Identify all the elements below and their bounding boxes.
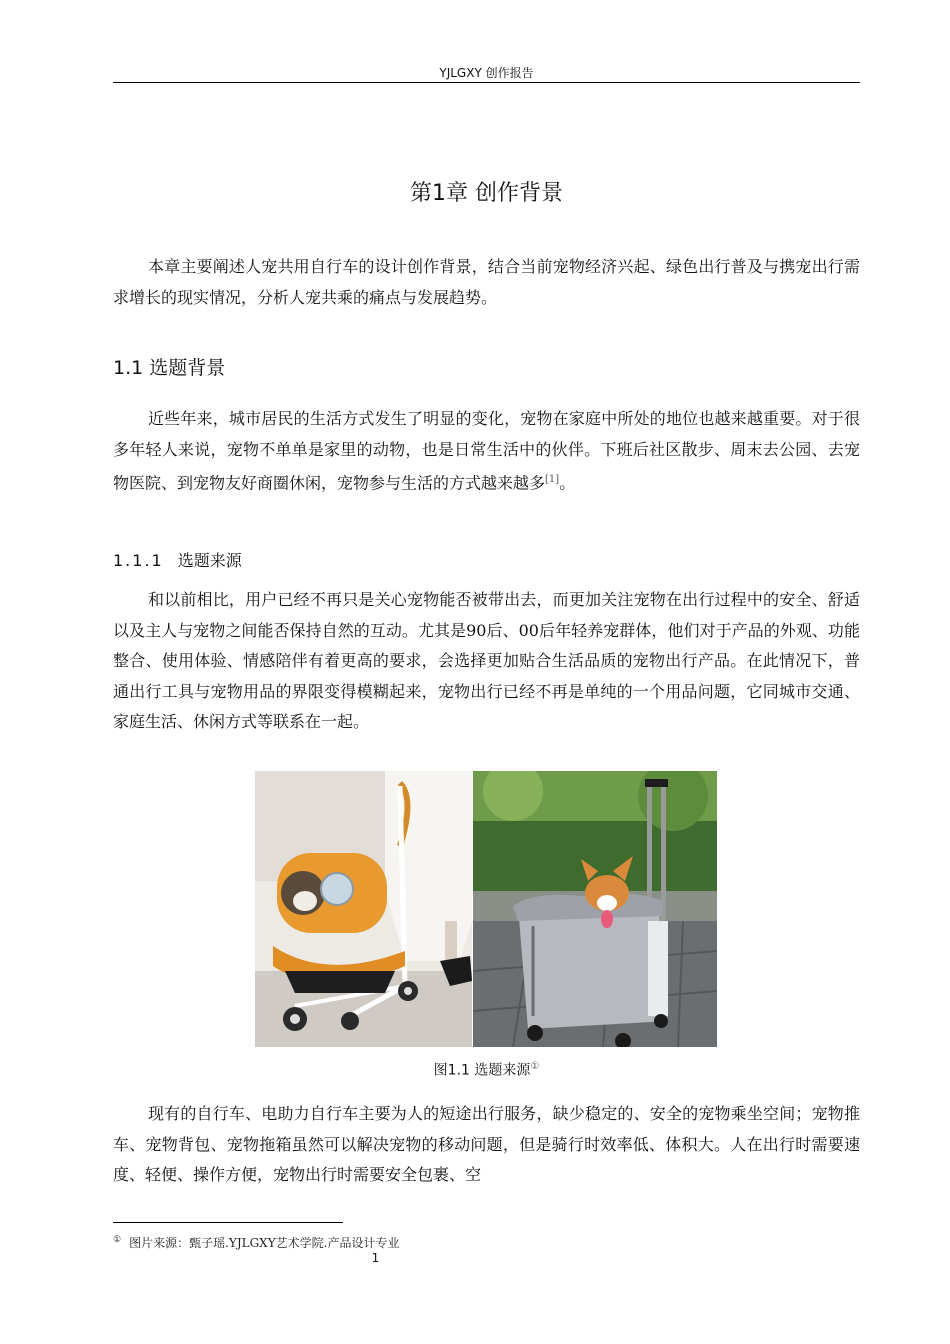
pet-trolley-photo xyxy=(473,771,717,1047)
page-header: YJLGXY 创作报告 xyxy=(439,66,534,80)
section-1-1-text: 近些年来，城市居民的生活方式发生了明显的变化，宠物在家庭中所处的地位也越来越重要。对于很多年轻人来说，宠物不单单是家里的动物，也是日常生活中的伙伴。下班后社区散步、周末去公园、去宠物医院、到宠物友好商圈休闲，宠物参与生活的方式越来越多 xyxy=(113,409,860,493)
section-1-1-end: 。 xyxy=(559,473,576,493)
section-number: 1.1.1 xyxy=(113,551,164,570)
figure-1-1 xyxy=(255,771,717,1047)
section-title: 选题来源 xyxy=(177,551,242,570)
section-heading-1-1: 1.1 选题背景 xyxy=(113,357,226,379)
pet-stroller-photo xyxy=(255,771,472,1047)
chapter-title: 第1章 创作背景 xyxy=(410,181,563,206)
header-divider xyxy=(113,82,860,83)
section-1-1-1-paragraph: 和以前相比，用户已经不再只是关心宠物能否被带出去，而更加关注宠物在出行过程中的安全、舒适以及主人与宠物之间能否保持自然的互动。尤其是90后、00后年轻养宠群体，他们对于产品的外观、功能整合、使用体验、情感陪伴有着更高的要求，会选择更加贴合生活品质的宠物出行产品。在此情况下，普通出行工具与宠物用品的界限变得模糊起来，宠物出行已经不再是单纯的一个用品问题，它同城市交通、家庭生活、休闲方式等联系在一起。 xyxy=(113,590,860,731)
page-number: 1 xyxy=(371,1251,380,1265)
caption-text: 图1.1 选题来源 xyxy=(433,1062,531,1079)
figure-caption xyxy=(113,1055,860,1083)
caption-footnote-mark[interactable]: ① xyxy=(530,1061,540,1072)
footnote-text: 图片来源：甄子瑶.YJLGXY艺术学院.产品设计专业 xyxy=(129,1236,400,1250)
section-heading-1-1-1 xyxy=(113,547,242,575)
intro-paragraph: 本章主要阐述人宠共用自行车的设计创作背景，结合当前宠物经济兴起、绿色出行普及与携宠出行需求增长的现实情况，分析人宠共乘的痛点与发展趋势。 xyxy=(113,257,860,307)
section-1-1-paragraph xyxy=(113,404,860,499)
paragraph-after-figure: 现有的自行车、电助力自行车主要为人的短途出行服务，缺少稳定的、安全的宠物乘坐空间；宠物推车、宠物背包、宠物拖箱虽然可以解决宠物的移动问题，但是骑行时效率低、体积大。人在出行时需要速度、轻便、操作方便，宠物出行时需要安全包裹、空 xyxy=(113,1104,860,1184)
footnote-mark: ① xyxy=(113,1235,122,1245)
footnote-divider xyxy=(113,1222,343,1223)
citation-ref[interactable]: [1] xyxy=(545,474,560,485)
